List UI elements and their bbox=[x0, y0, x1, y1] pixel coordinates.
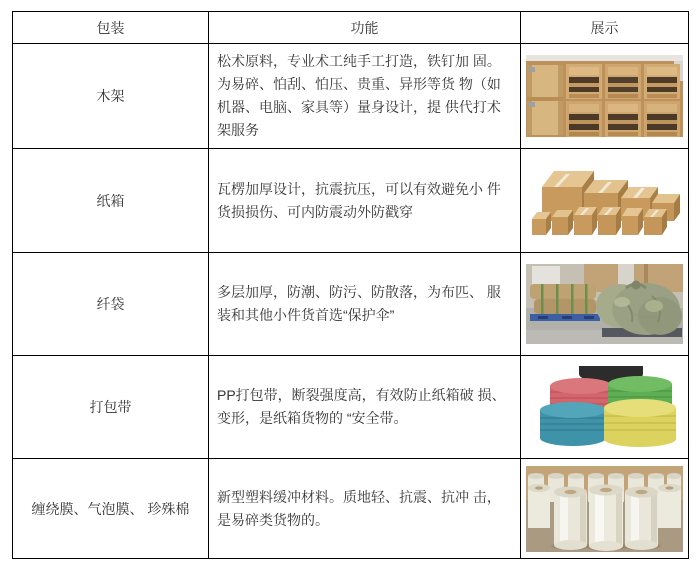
packaging-name: 纸箱 bbox=[13, 149, 209, 253]
table-row-wooden-frame bbox=[13, 44, 689, 149]
header-display: 展示 bbox=[521, 12, 689, 44]
woven-fiber-bags-photo bbox=[526, 264, 683, 344]
stretch-film-rolls-photo bbox=[526, 466, 683, 552]
header-row bbox=[13, 12, 689, 44]
packaging-name: 木架 bbox=[13, 44, 209, 149]
function-text: 瓦楞加厚设计，抗震抗压，可以有效避免小 件货损损伤、可内防震动外防戳穿 bbox=[209, 149, 521, 253]
header-function: 功能 bbox=[209, 12, 521, 44]
cardboard-boxes-photo bbox=[526, 161, 683, 241]
packaging-table bbox=[12, 11, 689, 559]
table-row-films bbox=[13, 459, 689, 559]
packaging-name: 纤袋 bbox=[13, 253, 209, 356]
table-row-fiber-bag bbox=[13, 253, 689, 356]
function-text: 松术原料，专业术工纯手工打造，铁钉加 固。为易碎、怕刮、怕压、贵重、异形等货 物（如机器、电脑、家具等）量身设计，提 供代打术架服务 bbox=[209, 44, 521, 149]
packaging-name: 打包带 bbox=[13, 356, 209, 459]
table-row-carton bbox=[13, 149, 689, 253]
function-text: 新型塑料缓冲材料。质地轻、抗震、抗冲 击，是易碎类货物的。 bbox=[209, 459, 521, 559]
wooden-crates-photo bbox=[526, 55, 683, 137]
header-packaging: 包装 bbox=[13, 12, 209, 44]
table-row-strapping bbox=[13, 356, 689, 459]
function-text: PP打包带，断裂强度高，有效防止纸箱破 损、变形，是纸箱货物的 “安全带。 bbox=[209, 356, 521, 459]
function-text: 多层加厚，防潮、防污、防散落，为布匹、 服装和其他小件货首选“保护伞” bbox=[209, 253, 521, 356]
pp-strapping-rolls-photo bbox=[526, 366, 683, 448]
packaging-name: 缠绕膜、气泡膜、 珍殊棉 bbox=[13, 459, 209, 559]
